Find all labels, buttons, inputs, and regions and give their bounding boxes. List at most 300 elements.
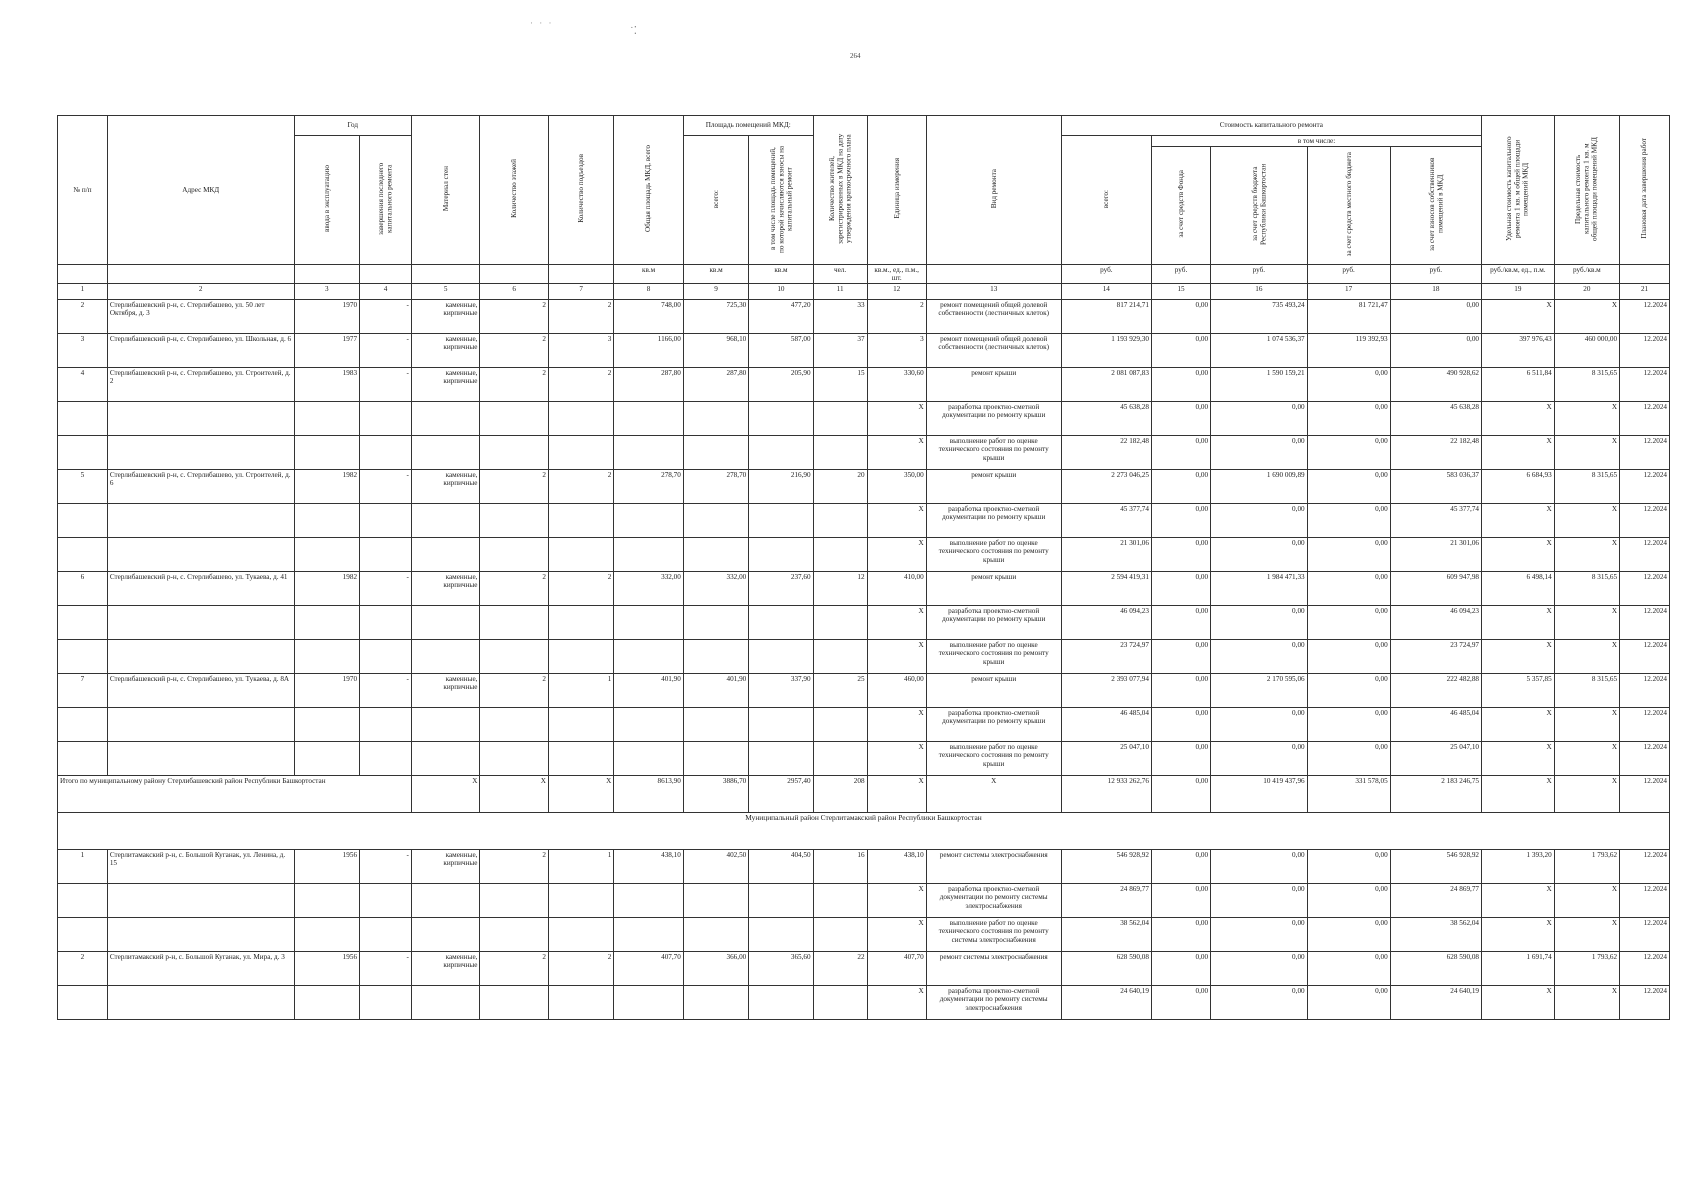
cell-y2: - [360,674,412,708]
cell-y1: 1956 [294,952,359,986]
table-row [58,742,1670,776]
cell-fl [480,402,549,436]
cell-own: 628 590,08 [1390,952,1481,986]
cell-res [813,606,867,640]
cell-loc: 0,00 [1307,368,1390,402]
cell-loc: 0,00 [1307,952,1390,986]
subtotal-own: 2 183 246,75 [1390,776,1481,813]
cell-unit: X [867,708,926,742]
cell-total: 2 273 046,25 [1061,470,1151,504]
cell-total: 2 081 087,83 [1061,368,1151,402]
header-cost-group: Стоимость капитального ремонта [1061,116,1481,136]
subtotal-y1: X [480,776,549,813]
cell-loc: 0,00 [1307,402,1390,436]
cell-res [813,504,867,538]
cell-y1 [294,640,359,674]
cell-own: 0,00 [1390,300,1481,334]
subtotal-y2: X [548,776,613,813]
cell-y1 [294,606,359,640]
cell-rep: 0,00 [1211,850,1308,884]
cell-y1: 1970 [294,674,359,708]
cell-mat [411,538,480,572]
cell-date: 12.2024 [1620,884,1670,918]
cell-pt [683,504,748,538]
cell-fl [480,884,549,918]
cell-pp [749,504,813,538]
unit-cell: кв.м [749,264,813,284]
cell-fund: 0,00 [1151,402,1210,436]
column-number: 4 [360,284,412,300]
cell-uc: 397 976,43 [1482,334,1555,368]
cell-res: 12 [813,572,867,606]
cell-own: 45 638,28 [1390,402,1481,436]
cell-res [813,538,867,572]
cell-address [107,918,294,952]
cell-address [107,986,294,1020]
cell-mat: каменные, кирпичные [411,470,480,504]
cell-work: ремонт крыши [926,368,1061,402]
subtotal-unit: X [867,776,926,813]
unit-cell: руб. [1390,264,1481,284]
cell-fund: 0,00 [1151,986,1210,1020]
cell-pt [683,708,748,742]
cell-unit: 410,00 [867,572,926,606]
cell-mc: 1 793,62 [1554,952,1619,986]
cell-pt [683,640,748,674]
cell-y2 [360,504,412,538]
header-no: № п/п [58,116,108,265]
unit-cell [548,264,613,284]
cell-date: 12.2024 [1620,470,1670,504]
cell-work: ремонт крыши [926,470,1061,504]
cell-no [58,986,108,1020]
cell-address [107,742,294,776]
cell-area [614,538,684,572]
cell-date: 12.2024 [1620,368,1670,402]
cell-rep: 0,00 [1211,708,1308,742]
cell-area: 407,70 [614,952,684,986]
cell-work: ремонт помещений общей долевой собственности (лестничных клеток) [926,300,1061,334]
cell-no: 7 [58,674,108,708]
cell-area [614,606,684,640]
cell-no: 1 [58,850,108,884]
table-row [58,884,1670,918]
cell-total: 628 590,08 [1061,952,1151,986]
unit-cell [411,264,480,284]
cell-mat [411,436,480,470]
column-number: 20 [1554,284,1619,300]
cell-area [614,402,684,436]
cell-fl [480,504,549,538]
subtotal-uc: X [1482,776,1555,813]
cell-address [107,606,294,640]
cell-work: ремонт крыши [926,572,1061,606]
cell-y2 [360,538,412,572]
cell-work: разработка проектно-сметной документации по ремонту крыши [926,708,1061,742]
cell-own: 46 485,04 [1390,708,1481,742]
cell-rep: 0,00 [1211,884,1308,918]
cell-fund: 0,00 [1151,334,1210,368]
header-cost-republic: за счет средств бюджета Республики Башкортостан [1250,163,1267,245]
cell-rep: 1 590 159,21 [1211,368,1308,402]
unit-cell: руб. [1151,264,1210,284]
cell-mc: X [1554,606,1619,640]
cell-mat [411,402,480,436]
cell-fund: 0,00 [1151,300,1210,334]
cell-y1: 1982 [294,572,359,606]
unit-cell: руб./кв.м, ед., п.м. [1482,264,1555,284]
column-number: 2 [107,284,294,300]
column-number: 19 [1482,284,1555,300]
cell-no [58,606,108,640]
cell-fl [480,606,549,640]
cell-y2 [360,742,412,776]
cell-date: 12.2024 [1620,334,1670,368]
cell-pp: 337,90 [749,674,813,708]
cell-loc: 0,00 [1307,850,1390,884]
cell-loc: 0,00 [1307,470,1390,504]
cell-total: 2 393 077,94 [1061,674,1151,708]
subtotal-mc: X [1554,776,1619,813]
cell-y1 [294,504,359,538]
cell-pp [749,436,813,470]
cell-pp [749,742,813,776]
header-cost-total: всего: [1102,189,1111,208]
cell-rep: 0,00 [1211,640,1308,674]
cell-own: 23 724,97 [1390,640,1481,674]
subtotal-rep: 10 419 437,96 [1211,776,1308,813]
cell-rep: 0,00 [1211,742,1308,776]
header-total-area: Общая площадь МКД, всего [644,145,653,233]
table-body-sterlitamaksky [58,850,1670,1020]
table-header [58,116,1670,300]
cell-loc: 0,00 [1307,674,1390,708]
cell-uc: X [1482,742,1555,776]
table-row [58,504,1670,538]
subtotal-date: 12.2024 [1620,776,1670,813]
cell-res [813,640,867,674]
cell-total: 25 047,10 [1061,742,1151,776]
cell-address: Стерлибашевский р-н, с. Стерлибашево, ул. Строителей, д. 2 [107,368,294,402]
cell-fl: 2 [480,368,549,402]
subtotal-label: Итого по муниципальному району Стерлибашевский район Республики Башкортостан [58,776,412,813]
cell-unit: X [867,538,926,572]
cell-no [58,538,108,572]
table-row [58,402,1670,436]
cell-total: 24 640,19 [1061,986,1151,1020]
header-year-group: Год [294,116,411,136]
cell-ent: 1 [548,850,613,884]
unit-cell: кв.м., ед., п.м., шт. [867,264,926,284]
cell-mat: каменные, кирпичные [411,572,480,606]
column-numbers-row [58,284,1670,300]
cell-fl [480,640,549,674]
cell-y1: 1970 [294,300,359,334]
cell-fl: 2 [480,572,549,606]
cell-own: 38 562,04 [1390,918,1481,952]
cell-ent: 2 [548,572,613,606]
cell-date: 12.2024 [1620,436,1670,470]
cell-res [813,986,867,1020]
cell-own: 22 182,48 [1390,436,1481,470]
cell-unit: 2 [867,300,926,334]
cell-y1 [294,742,359,776]
table-row [58,640,1670,674]
table-row [58,708,1670,742]
unit-cell [360,264,412,284]
cell-ent: 3 [548,334,613,368]
cell-y2 [360,884,412,918]
cell-own: 222 482,88 [1390,674,1481,708]
cell-total: 817 214,71 [1061,300,1151,334]
cell-pp: 477,20 [749,300,813,334]
cell-own: 21 301,06 [1390,538,1481,572]
cell-date: 12.2024 [1620,952,1670,986]
cell-res: 22 [813,952,867,986]
cell-fund: 0,00 [1151,884,1210,918]
cell-fund: 0,00 [1151,470,1210,504]
cell-mat [411,606,480,640]
cell-address: Стерлитамакский р-н, с. Большой Куганак, ул. Ленина, д. 15 [107,850,294,884]
cell-y2: - [360,952,412,986]
cell-pt [683,538,748,572]
cell-work: разработка проектно-сметной документации по ремонту системы электроснабжения [926,884,1061,918]
cell-own: 490 928,62 [1390,368,1481,402]
column-number: 3 [294,284,359,300]
cell-mc: X [1554,538,1619,572]
cell-work: выполнение работ по оценке технического состояния по ремонту крыши [926,436,1061,470]
cell-fl [480,918,549,952]
cell-fund: 0,00 [1151,606,1210,640]
column-number: 7 [548,284,613,300]
cell-pt: 725,30 [683,300,748,334]
cell-unit: 438,10 [867,850,926,884]
unit-cell [926,264,1061,284]
cell-area [614,436,684,470]
cell-date: 12.2024 [1620,708,1670,742]
cell-ent [548,884,613,918]
table-row [58,300,1670,334]
cell-fund: 0,00 [1151,674,1210,708]
cell-mc: X [1554,708,1619,742]
cell-address [107,402,294,436]
cell-res [813,708,867,742]
cell-area [614,504,684,538]
unit-cell: руб. [1307,264,1390,284]
cell-fl [480,986,549,1020]
cell-mat: каменные, кирпичные [411,952,480,986]
cell-fl: 2 [480,300,549,334]
column-number: 6 [480,284,549,300]
cell-work: ремонт системы электроснабжения [926,850,1061,884]
unit-cell [1620,264,1670,284]
header-year-last-repair: завершения последнего капитального ремонта [377,162,394,235]
cell-y2: - [360,572,412,606]
column-number: 21 [1620,284,1670,300]
cell-work: ремонт системы электроснабжения [926,952,1061,986]
table-body-sterlibashevsky [58,300,1670,776]
cell-address [107,884,294,918]
cell-ent [548,402,613,436]
header-wall-material: Материал стен [441,166,450,212]
cell-work: разработка проектно-сметной документации по ремонту системы электроснабжения [926,986,1061,1020]
cell-pp [749,640,813,674]
column-number: 13 [926,284,1061,300]
cell-uc: X [1482,538,1555,572]
cell-own: 25 047,10 [1390,742,1481,776]
cell-unit: 460,00 [867,674,926,708]
cell-mc: X [1554,742,1619,776]
cell-mat [411,918,480,952]
cell-y1: 1983 [294,368,359,402]
cell-res: 20 [813,470,867,504]
cell-total: 2 594 419,31 [1061,572,1151,606]
cell-area [614,640,684,674]
page-number: 264 [850,52,861,60]
cell-pp [749,918,813,952]
unit-cell [58,264,108,284]
cell-no [58,918,108,952]
cell-uc: X [1482,884,1555,918]
cell-pt [683,606,748,640]
cell-no [58,402,108,436]
cell-area [614,986,684,1020]
cell-pt: 332,00 [683,572,748,606]
cell-mc: 1 793,62 [1554,850,1619,884]
cell-pt: 278,70 [683,470,748,504]
header-floors: Количество этажей [510,159,519,219]
cell-fund: 0,00 [1151,708,1210,742]
cell-own: 45 377,74 [1390,504,1481,538]
cell-unit: X [867,402,926,436]
cell-address: Стерлибашевский р-н, с. Стерлибашево, ул. Тукаева, д. 41 [107,572,294,606]
cell-fund: 0,00 [1151,640,1210,674]
cell-y2 [360,640,412,674]
cell-pp: 216,90 [749,470,813,504]
column-number: 9 [683,284,748,300]
cell-fund: 0,00 [1151,572,1210,606]
cell-ent [548,436,613,470]
cell-no [58,884,108,918]
table-row [58,436,1670,470]
cell-rep: 0,00 [1211,402,1308,436]
cell-y2 [360,918,412,952]
cell-area [614,884,684,918]
column-number: 18 [1390,284,1481,300]
table-row [58,572,1670,606]
cell-no: 4 [58,368,108,402]
cell-work: разработка проектно-сметной документации по ремонту крыши [926,606,1061,640]
cell-date: 12.2024 [1620,986,1670,1020]
cell-work: разработка проектно-сметной документации по ремонту крыши [926,402,1061,436]
cell-rep: 0,00 [1211,504,1308,538]
subtotal-pp: 2957,40 [749,776,813,813]
subtotal-loc: 331 578,05 [1307,776,1390,813]
cell-fl [480,742,549,776]
header-repair-type: Вид ремонта [989,168,998,209]
cell-total: 45 638,28 [1061,402,1151,436]
cell-unit: X [867,884,926,918]
cell-y2: - [360,334,412,368]
cell-fl: 2 [480,334,549,368]
cell-total: 23 724,97 [1061,640,1151,674]
cell-rep: 0,00 [1211,538,1308,572]
cell-address [107,538,294,572]
cell-total: 546 928,92 [1061,850,1151,884]
cell-fund: 0,00 [1151,952,1210,986]
scan-artifact: · · · [530,18,554,28]
table-row [58,606,1670,640]
cell-fl [480,538,549,572]
cell-y1 [294,538,359,572]
header-max-cost: Предельная стоимость капитального ремонта 1 кв. м общей площади помещений МКД [1574,136,1599,241]
cell-loc: 0,00 [1307,918,1390,952]
cell-fund: 0,00 [1151,918,1210,952]
cell-no: 3 [58,334,108,368]
table-row [58,470,1670,504]
cell-ent [548,640,613,674]
subtotal-pt: 3886,70 [683,776,748,813]
cell-loc: 0,00 [1307,708,1390,742]
header-premises-total: всего: [711,189,720,208]
cell-own: 583 036,37 [1390,470,1481,504]
cell-fund: 0,00 [1151,436,1210,470]
cell-work: выполнение работ по оценке технического состояния по ремонту крыши [926,742,1061,776]
cell-rep: 0,00 [1211,986,1308,1020]
header-cost-fund: за счет средств Фонда [1176,170,1185,239]
cell-pt [683,918,748,952]
section-title: Муниципальный район Стерлитамакский район Республики Башкортостан [58,813,1670,850]
header-address: Адрес МКД [107,116,294,265]
cell-mat [411,884,480,918]
cell-address: Стерлибашевский р-н, с. Стерлибашево, ул. Тукаева, д. 8А [107,674,294,708]
header-cost-local: за счет средств местного бюджета [1344,152,1353,257]
cell-loc: 119 392,93 [1307,334,1390,368]
cell-ent: 2 [548,470,613,504]
cell-address [107,436,294,470]
cell-uc: X [1482,918,1555,952]
unit-cell: руб. [1061,264,1151,284]
cell-date: 12.2024 [1620,504,1670,538]
cell-res: 15 [813,368,867,402]
cell-mat [411,640,480,674]
cell-address: Стерлибашевский р-н, с. Стерлибашево, ул. 50 лет Октября, д. 3 [107,300,294,334]
cell-fl [480,436,549,470]
cell-unit: X [867,986,926,1020]
cell-loc: 0,00 [1307,986,1390,1020]
cell-pp [749,606,813,640]
cell-ent [548,918,613,952]
cell-fl: 2 [480,470,549,504]
column-number: 8 [614,284,684,300]
subtotal-mat: X [411,776,480,813]
cell-fl: 2 [480,674,549,708]
cell-pp: 237,60 [749,572,813,606]
subtotal-fund: 0,00 [1151,776,1210,813]
cell-rep: 1 984 471,33 [1211,572,1308,606]
cell-fund: 0,00 [1151,742,1210,776]
cell-y2: - [360,300,412,334]
cell-date: 12.2024 [1620,918,1670,952]
cell-unit: X [867,640,926,674]
cell-area: 332,00 [614,572,684,606]
cell-date: 12.2024 [1620,640,1670,674]
cell-unit: X [867,918,926,952]
cell-mc: 8 315,65 [1554,368,1619,402]
cell-own: 609 947,98 [1390,572,1481,606]
cell-res [813,436,867,470]
cell-unit: 330,60 [867,368,926,402]
